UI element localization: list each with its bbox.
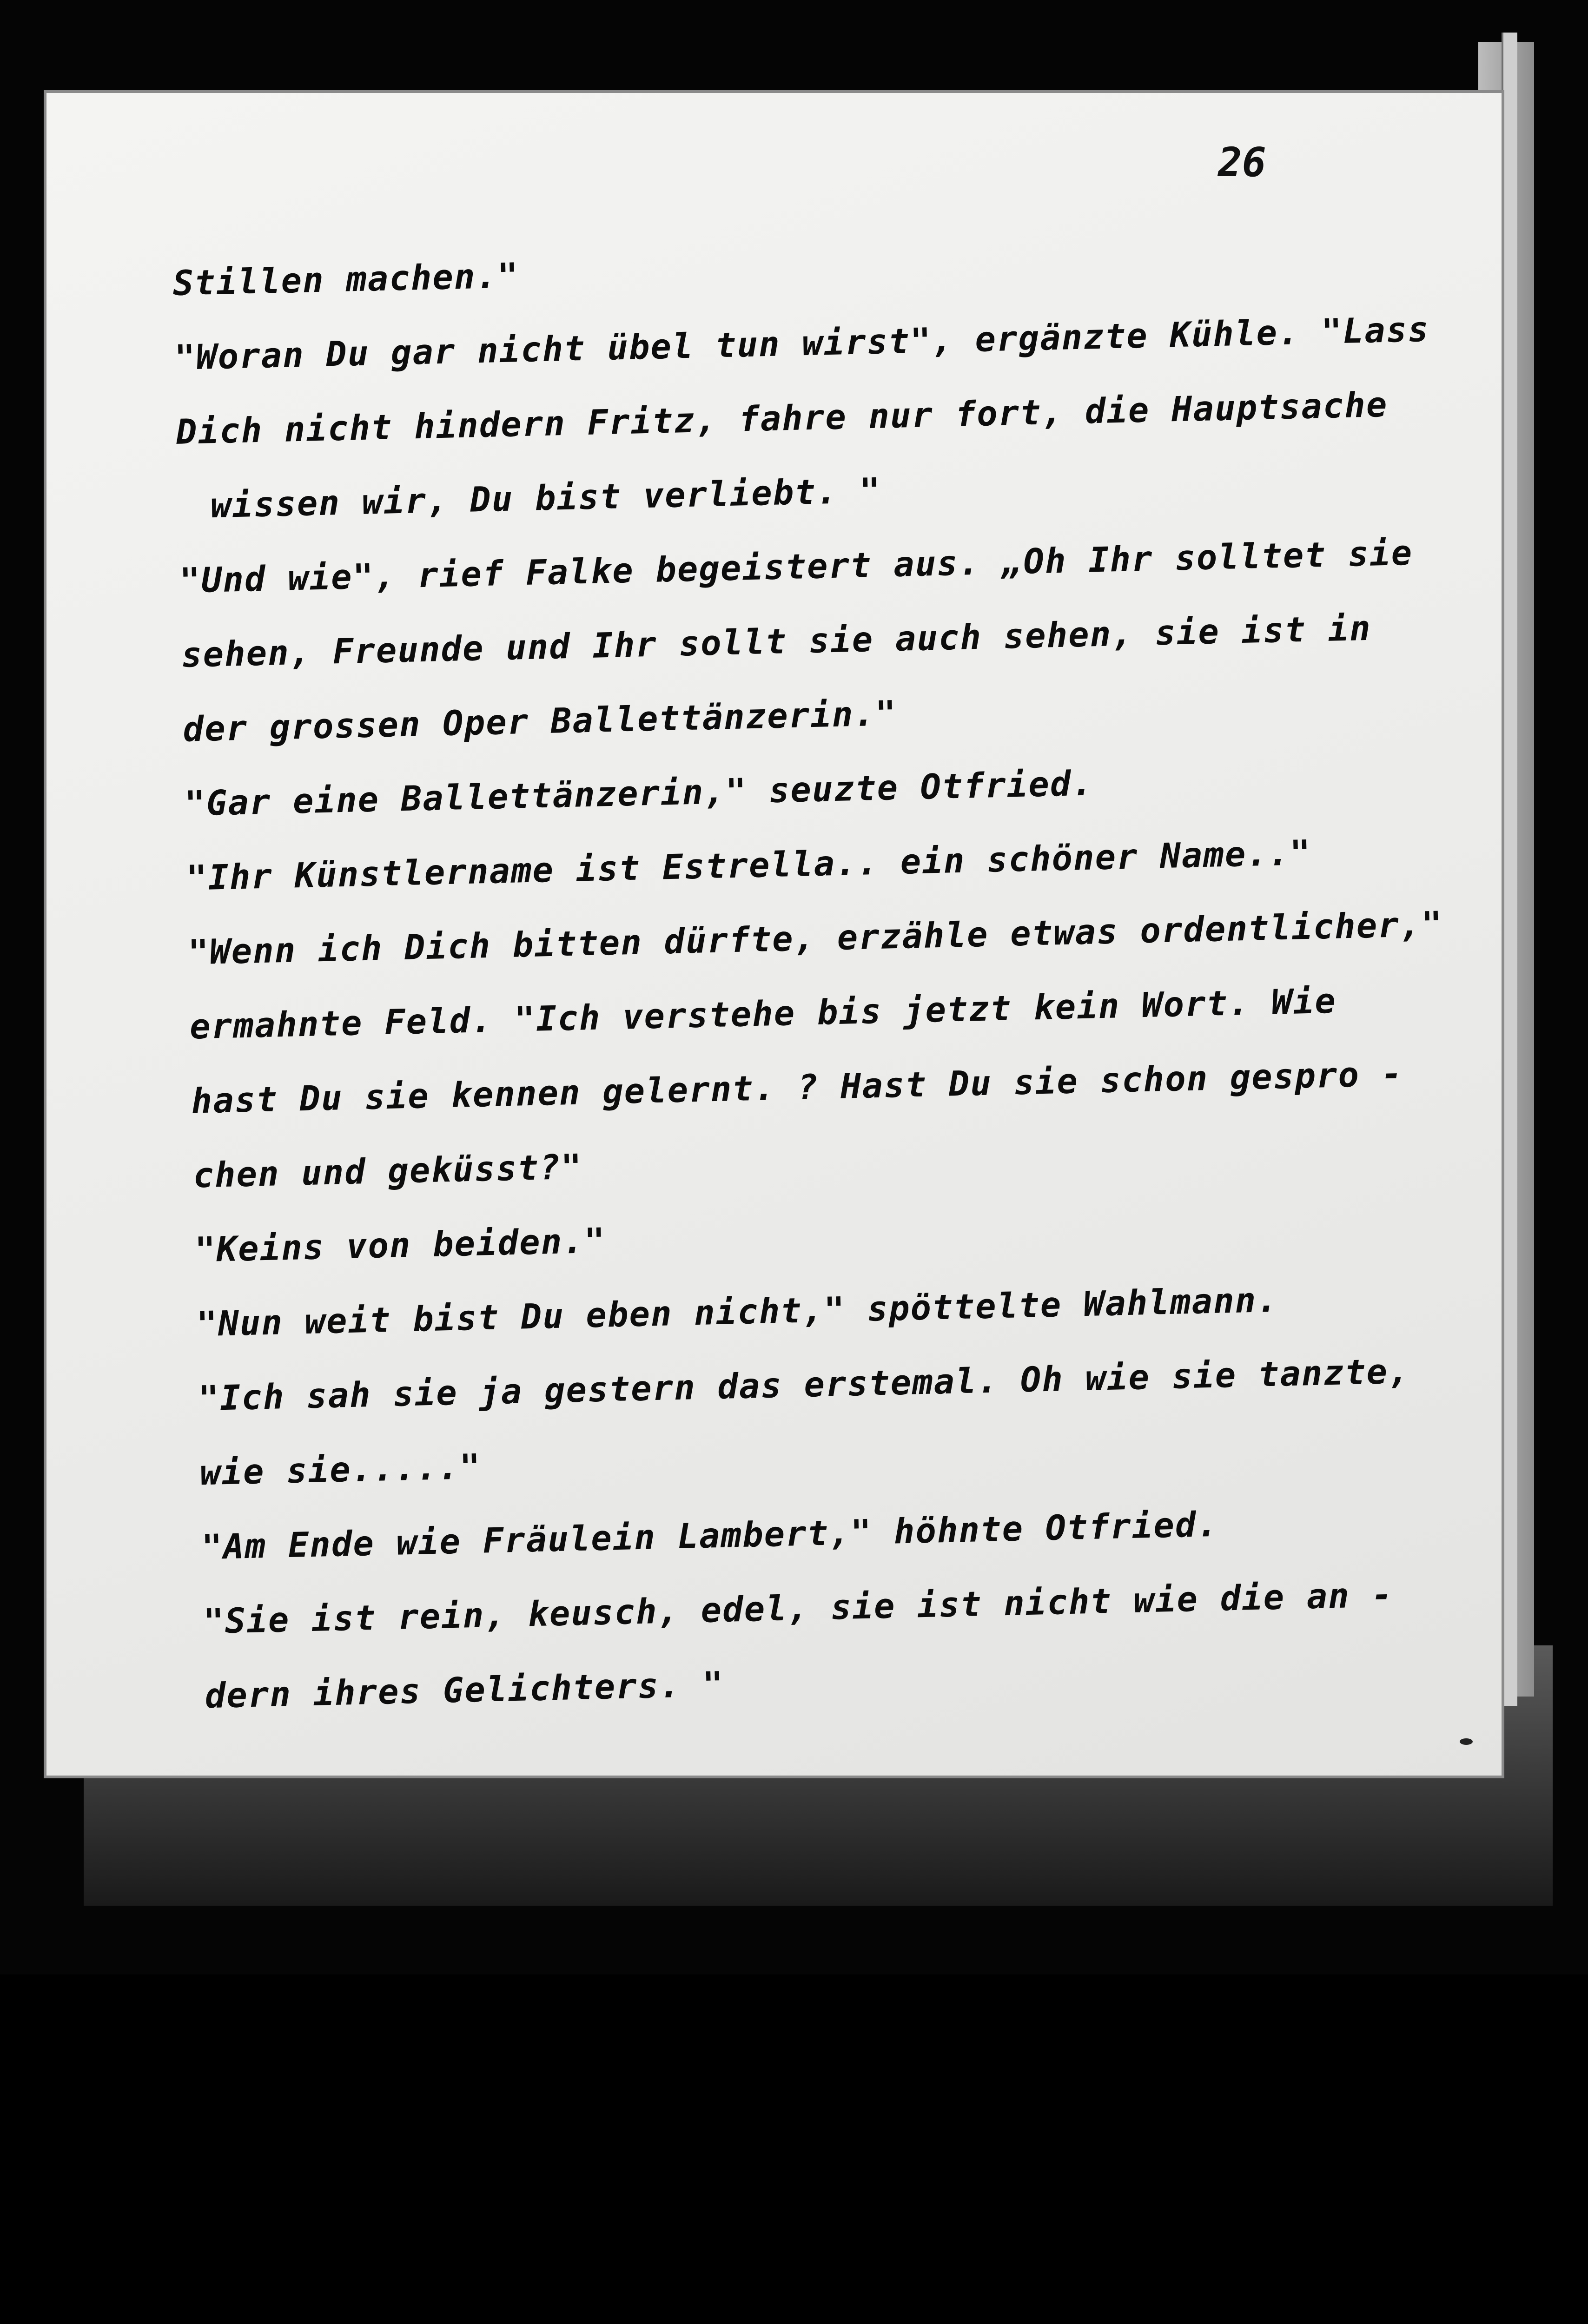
typewritten-text [172, 217, 1507, 1733]
text-line: "Am Ende wie Fräulein Lambert," höhnte Otfried. [201, 1504, 1219, 1568]
text-line: "Ich sah sie ja gestern das erstemal. Oh wie sie tanzte, [198, 1351, 1410, 1419]
ink-smudge [1460, 1738, 1473, 1745]
text-line: Stillen machen." [172, 256, 520, 304]
text-line: "Gar eine Ballettänzerin," seuzte Otfried. [184, 763, 1094, 824]
text-line: "Und wie", rief Falke begeistert aus. „Oh Ihr solltet sie [179, 533, 1414, 601]
text-line: "Ihr Künstlername ist Estrella.. ein schöner Name.." [185, 832, 1312, 898]
text-line: chen und geküsst?" [192, 1147, 583, 1196]
text-line: der grossen Oper Ballettänzerin." [182, 693, 898, 750]
page-number: 26 [1218, 139, 1266, 186]
text-line: hast Du sie kennen gelernt. ? Hast Du sie schon gespro - [191, 1054, 1403, 1122]
text-line: Dich nicht hindern Fritz, fahre nur fort, die Hauptsache [176, 384, 1389, 452]
text-line: "Sie ist rein, keusch, edel, sie ist nicht wie die an - [203, 1575, 1394, 1642]
text-line: dern ihres Gelichters. " [204, 1664, 725, 1717]
text-line: ermahnte Feld. "Ich verstehe bis jetzt kein Wort. Wie [189, 981, 1337, 1047]
text-line: "Keins von beiden." [194, 1221, 607, 1270]
text-line: wie sie....." [199, 1446, 482, 1493]
text-line: "Woran Du gar nicht übel tun wirst", ergänzte Kühle. "Lass [174, 309, 1430, 378]
text-line: wissen wir, Du bist verliebt. " [210, 470, 882, 526]
text-line: sehen, Freunde und Ihr sollt sie auch sehen, sie ist in [180, 608, 1372, 675]
text-line: "Nun weit bist Du eben nicht," spöttelte Wahlmann. [196, 1280, 1279, 1345]
text-line: "Wenn ich Dich bitten dürfte, erzähle etwas ordentlicher," [187, 904, 1443, 973]
